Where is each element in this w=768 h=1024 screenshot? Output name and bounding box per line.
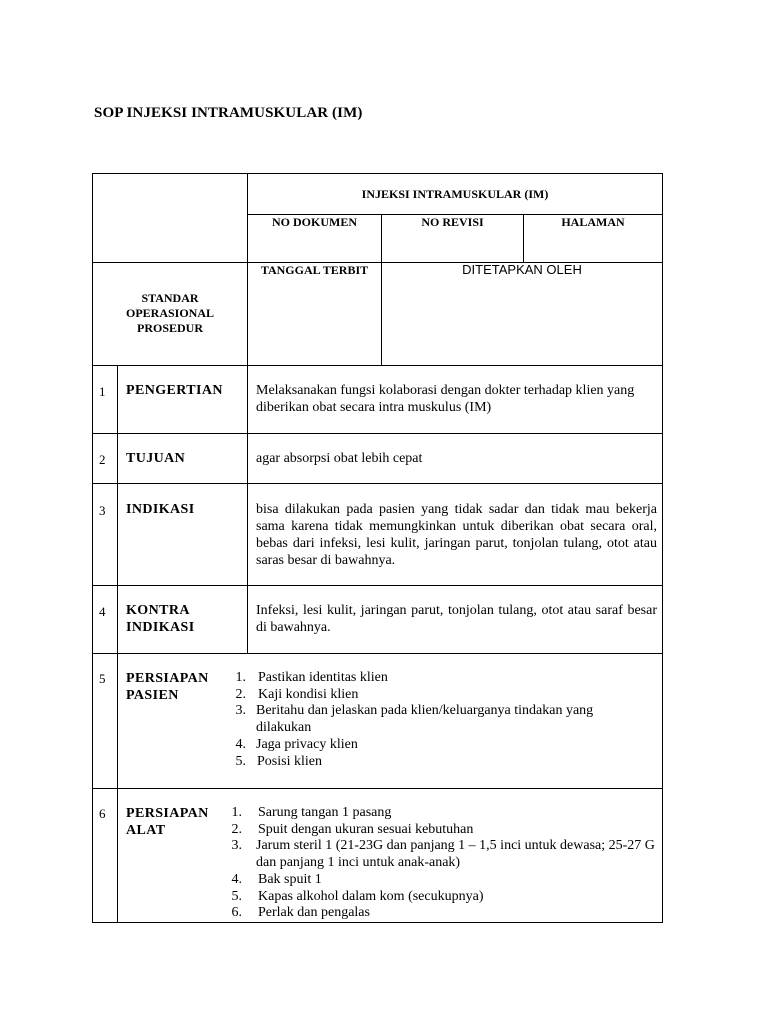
list-item — [222, 889, 658, 906]
row-1-number: 1 — [99, 384, 106, 399]
document-title: SOP INJEKSI INTRAMUSKULAR (IM) — [94, 105, 363, 121]
row-divider-4 — [92, 653, 663, 654]
list-item — [222, 872, 658, 889]
list-item-text: Spuit dengan ukuran sesuai kebutuhan — [258, 821, 474, 837]
row-3-content: bisa dilakukan pada pasien yang tidak sadar dan tidak mau bekerja sama karena tidak memungkinkan untuk diberikan obat secara oral, bebas dari infeksi, lesi kulit, jaringan parut, tonjolan tulang, otot atau saras besar di bawahnya. — [256, 502, 657, 568]
row-6-number: 6 — [99, 806, 106, 821]
row-2-content: agar absorpsi obat lebih cepat — [256, 451, 423, 466]
list-item-text: Jarum steril 1 (21-23G dan panjang 1 – 1,5 inci untuk dewasa; 25-27 G dan panjang 1 inci untuk anak-anak) — [256, 838, 655, 871]
list-item-number: 4. — [235, 736, 246, 752]
header-vdivider-2 — [381, 214, 382, 366]
prosedur-line: PROSEDUR — [136, 321, 203, 335]
list-item-text: Posisi klien — [257, 753, 322, 769]
list-item-text: Perlak dan pengalas — [258, 905, 370, 921]
persiapan-pasien-list — [226, 670, 658, 770]
row-4-label-line1: KONTRA — [126, 603, 190, 618]
row-2-number: 2 — [99, 452, 106, 467]
list-item — [226, 737, 658, 754]
row-5-label-line2: PASIEN — [126, 688, 179, 703]
list-item-number: 4. — [231, 871, 242, 887]
standar-label — [93, 291, 247, 336]
row-divider-3 — [92, 585, 663, 586]
row-5-label-line1: PERSIAPAN — [126, 671, 209, 686]
row-divider-5 — [92, 788, 663, 789]
row-divider-2 — [92, 483, 663, 484]
list-item — [222, 822, 658, 839]
list-item — [222, 905, 658, 922]
list-item-number: 2. — [231, 821, 242, 837]
list-item-number: 6. — [231, 905, 242, 921]
row-divider-0 — [92, 365, 663, 366]
list-item-text: Pastikan identitas klien — [258, 670, 388, 685]
ditetapkan-oleh-label: DITETAPKAN OLEH — [462, 262, 582, 277]
table-border-left — [92, 173, 93, 923]
list-item — [226, 670, 658, 687]
row-5-number: 5 — [99, 671, 106, 686]
row-4-content: Infeksi, lesi kulit, jaringan parut, tonjolan tulang, otot atau saraf besar di bawahnya. — [256, 603, 657, 635]
persiapan-alat-list — [222, 805, 658, 922]
row-3-label: INDIKASI — [126, 502, 195, 517]
row-divider-1 — [92, 433, 663, 434]
table-border-bottom — [92, 922, 663, 923]
list-item-number: 5. — [231, 888, 242, 904]
body-vdivider-label — [247, 365, 248, 654]
no-dokumen-label: NO DOKUMEN — [272, 215, 357, 229]
table-border-top — [92, 173, 663, 174]
row-3-number: 3 — [99, 503, 106, 518]
list-item-number: 3. — [235, 703, 246, 719]
row-1-content: Melaksanakan fungsi kolaborasi dengan dokter terhadap klien yang diberikan obat secara intra muskulus (IM) — [256, 383, 635, 415]
row-6-label-line2: ALAT — [126, 823, 166, 838]
row-4-label-line2: INDIKASI — [126, 620, 195, 635]
row-4-number: 4 — [99, 604, 106, 619]
list-item-number: 2. — [235, 686, 246, 702]
list-item — [226, 754, 658, 771]
tanggal-terbit-label: TANGGAL TERBIT — [260, 263, 369, 277]
list-item-text: Kaji kondisi klien — [258, 686, 359, 702]
list-item-number: 1. — [231, 805, 242, 820]
list-item-number: 3. — [231, 838, 242, 854]
list-item — [222, 838, 658, 871]
list-item — [222, 805, 658, 822]
row-1-label: PENGERTIAN — [126, 383, 223, 398]
no-revisi-label: NO REVISI — [421, 215, 484, 229]
list-item — [226, 703, 658, 736]
list-item-number: 5. — [235, 753, 246, 769]
list-item — [226, 687, 658, 704]
operasional-line: OPERASIONAL — [125, 306, 214, 320]
row-6-label-line1: PERSIAPAN — [126, 806, 209, 821]
row-6-label — [126, 805, 209, 839]
row-5-label — [126, 670, 209, 704]
table-border-right — [662, 173, 663, 923]
body-vdivider-number — [117, 365, 118, 923]
list-item-text: Kapas alkohol dalam kom (secukupnya) — [258, 888, 484, 904]
standar-line: STANDAR — [141, 291, 199, 305]
list-item-number: 1. — [235, 670, 246, 685]
list-item-text: Bak spuit 1 — [258, 871, 322, 887]
row-2-label: TUJUAN — [126, 451, 186, 466]
list-item-text: Jaga privacy klien — [256, 736, 358, 752]
list-item-text: Sarung tangan 1 pasang — [258, 805, 392, 820]
procedure-title: INJEKSI INTRAMUSKULAR (IM) — [361, 187, 549, 201]
row-4-label — [126, 602, 195, 636]
list-item-text: Beritahu dan jelaskan pada klien/keluarganya tindakan yang dilakukan — [256, 703, 594, 736]
halaman-label: HALAMAN — [561, 215, 625, 229]
